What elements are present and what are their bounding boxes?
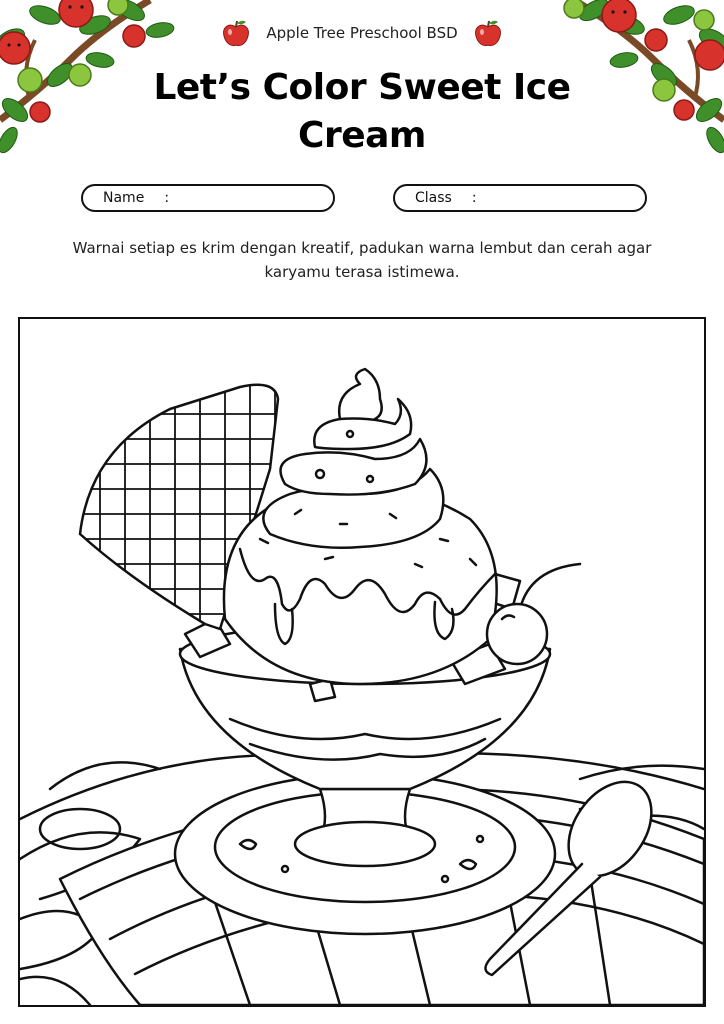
apple-icon: [474, 18, 502, 48]
name-separator: :: [164, 190, 170, 206]
class-field[interactable]: [393, 184, 647, 212]
name-input[interactable]: [183, 188, 327, 210]
school-name: Apple Tree Preschool BSD: [266, 24, 458, 42]
school-header: [0, 18, 724, 48]
class-input[interactable]: [495, 188, 639, 210]
page-title: Let’s Color Sweet Ice Cream: [153, 67, 571, 156]
ice-cream-sundae-illustration: [20, 319, 704, 1005]
class-label: Class: [415, 190, 452, 206]
name-label: Name: [103, 190, 145, 206]
apple-icon: [222, 18, 250, 48]
coloring-frame: [18, 317, 706, 1007]
instructions-text: Warnai setiap es krim dengan kreatif, padukan warna lembut dan cerah agar karyamu terasa istimewa.: [72, 239, 652, 281]
name-field[interactable]: [81, 184, 335, 212]
whipped-cream: [263, 369, 443, 548]
class-separator: :: [471, 190, 477, 206]
